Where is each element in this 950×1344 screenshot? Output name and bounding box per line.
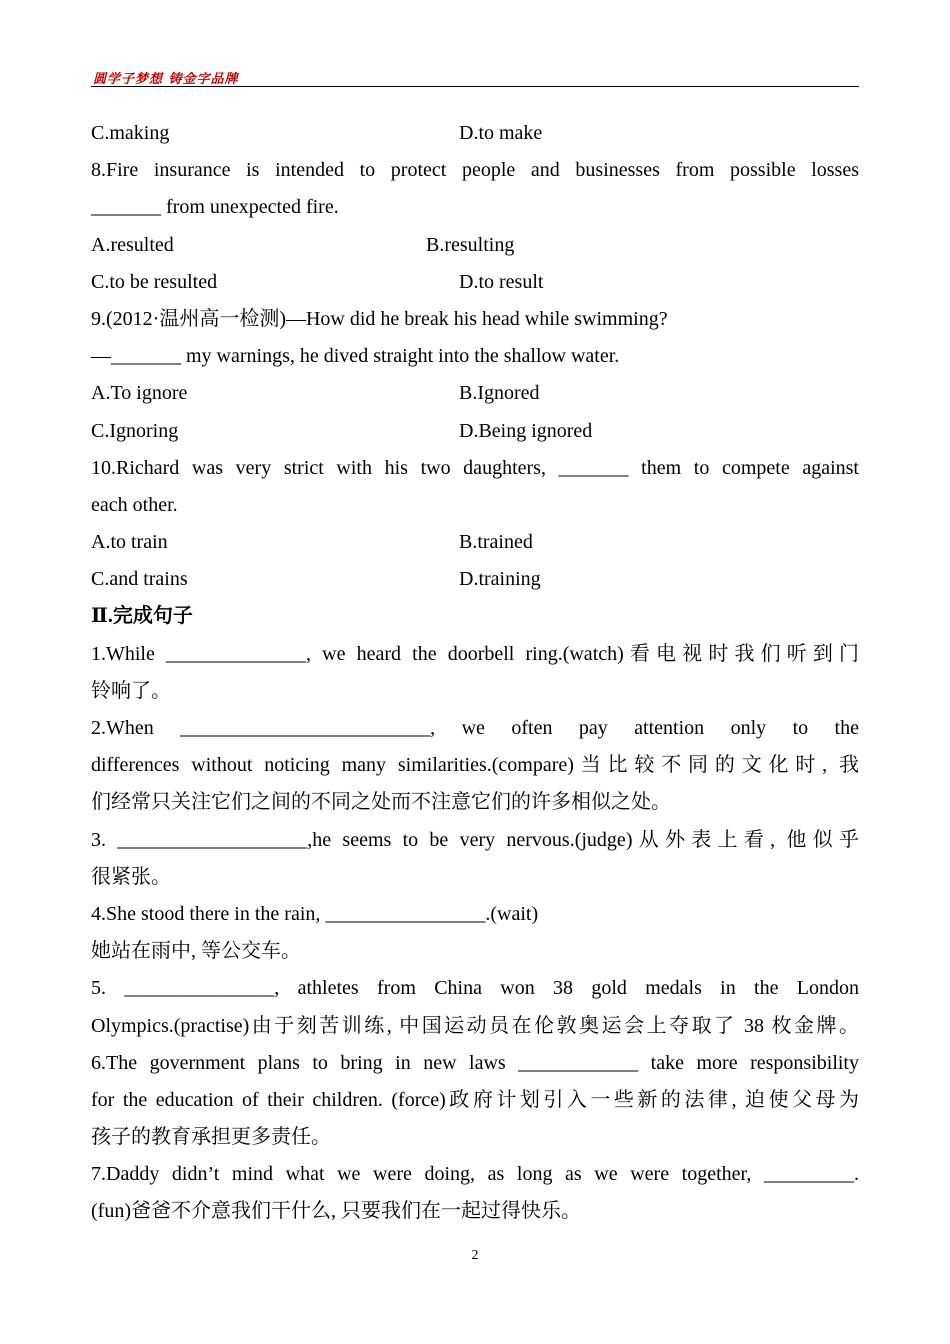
text-line: each other. [91, 493, 178, 516]
page-number: 2 [471, 1248, 479, 1263]
text-line: 10.Richard was very strict with his two daughters, _______ them to compete against [91, 456, 859, 479]
text-line: 5. _______________, athletes from China won 38 gold medals in the London [91, 977, 859, 1000]
text-line: 9.(2012·温州高一检测)—How did he break his head while swimming? [91, 307, 668, 330]
text-line: for the education of their children. (force)政府计划引入一些新的法律, 迫使父母为 [91, 1088, 859, 1111]
text-line: Olympics.(practise)由于刻苦训练, 中国运动员在伦敦奥运会上夺取了 38 枚金牌。 [91, 1014, 859, 1037]
option-row [91, 561, 859, 598]
option-row [91, 227, 859, 264]
option-left: A.to train [91, 531, 168, 554]
page-header [91, 64, 859, 88]
option-row [91, 524, 859, 561]
option-right: D.Being ignored [459, 419, 593, 442]
text-line: _______ from unexpected fire. [91, 196, 339, 219]
option-row [91, 264, 859, 301]
text-line: 3. ___________________,he seems to be very nervous.(judge)从外表上看, 他似乎 [91, 828, 859, 851]
option-right: D.to result [459, 270, 544, 293]
option-right: D.to make [459, 122, 543, 144]
option-right: B.resulting [426, 233, 515, 256]
option-left: A.resulted [91, 233, 174, 256]
text-line: 们经常只关注它们之间的不同之处而不注意它们的许多相似之处。 [91, 791, 671, 814]
text-line: 铃响了。 [91, 679, 171, 702]
text-line: (fun)爸爸不介意我们干什么, 只要我们在一起过得快乐。 [91, 1200, 581, 1223]
option-left: C.and trains [91, 568, 188, 591]
text-line: 1.While ______________, we heard the doorbell ring.(watch)看电视时我们听到门 [91, 642, 859, 665]
worksheet-body [91, 115, 859, 1231]
text-line: 8.Fire insurance is intended to protect people and businesses from possible losses [91, 159, 859, 182]
text-line: 7.Daddy didn’t mind what we were doing, as long as we were together, _________. [91, 1163, 859, 1186]
header-rule [91, 86, 859, 87]
section-heading: Ⅱ.完成句子 [91, 605, 193, 628]
option-right: B.Ignored [459, 382, 540, 405]
option-row [91, 115, 859, 152]
text-line: 她站在雨中, 等公交车。 [91, 940, 301, 963]
option-row [91, 375, 859, 412]
option-left: C.to be resulted [91, 270, 218, 293]
option-left: A.To ignore [91, 382, 188, 405]
text-line: 6.The government plans to bring in new laws ____________ take more responsibility [91, 1051, 859, 1074]
text-line: 4.She stood there in the rain, ________________.(wait) [91, 902, 539, 925]
text-line: 2.When _________________________, we often pay attention only to the [91, 717, 859, 739]
text-line: differences without noticing many similarities.(compare)当比较不同的文化时, 我 [91, 754, 859, 777]
option-left: C.making [91, 122, 170, 144]
option-right: D.training [459, 568, 541, 591]
text-line: 孩子的教育承担更多责任。 [91, 1126, 331, 1149]
text-line: 很紧张。 [91, 865, 171, 888]
option-left: C.Ignoring [91, 419, 179, 442]
text-line: —_______ my warnings, he dived straight into the shallow water. [91, 345, 620, 368]
option-right: B.trained [459, 531, 533, 554]
header-slogan: 圆学子梦想 铸金字品牌 [93, 72, 239, 87]
option-row [91, 413, 859, 450]
